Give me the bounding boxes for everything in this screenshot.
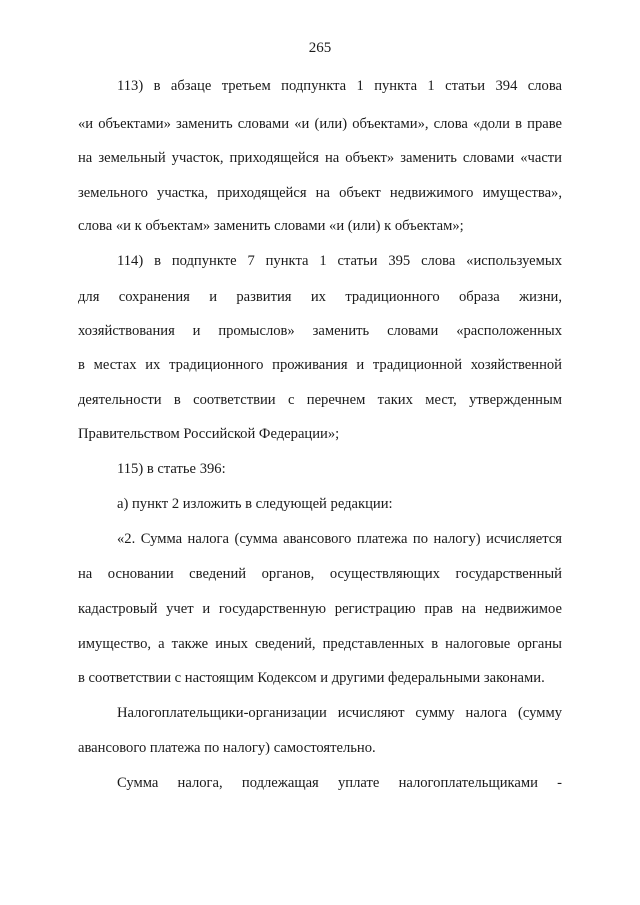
text-line: Налогоплательщики-организации исчисляют сумму налога (сумму [117,705,562,721]
text-line: для сохранения и развития их традиционного образа жизни, [78,289,562,305]
text-line: Сумма налога, подлежащая уплате налогоплательщиками - [117,775,562,791]
text-line: слова «и к объектам» заменить словами «и (или) к объектам»; [78,218,464,234]
text-line: в местах их традиционного проживания и традиционной хозяйственной [78,357,562,373]
text-line: а) пункт 2 изложить в следующей редакции: [117,496,393,512]
text-line: «и объектами» заменить словами «и (или) объектами», слова «доли в праве [78,116,562,132]
text-line: Правительством Российской Федерации»; [78,426,340,442]
text-line: на основании сведений органов, осуществляющих государственный [78,566,562,582]
text-line: деятельности в соответствии с перечнем таких мест, утвержденным [78,392,562,408]
text-line: кадастровый учет и государственную регистрацию прав на недвижимое [78,601,562,617]
text-line: «2. Сумма налога (сумма авансового платежа по налогу) исчисляется [117,531,562,547]
text-line: хозяйствования и промыслов» заменить словами «расположенных [78,323,562,339]
text-line: имущество, а также иных сведений, представленных в налоговые органы [78,636,562,652]
text-line: 113) в абзаце третьем подпункта 1 пункта 1 статьи 394 слова [117,78,562,94]
text-line: 114) в подпункте 7 пункта 1 статьи 395 слова «используемых [117,253,562,269]
text-line: земельного участка, приходящейся на объект недвижимого имущества», [78,185,562,201]
text-line: в соответствии с настоящим Кодексом и другими федеральными законами. [78,670,545,686]
text-line: авансового платежа по налогу) самостоятельно. [78,740,376,756]
page-number: 265 [308,40,332,56]
text-line: на земельный участок, приходящейся на объект» заменить словами «части [78,150,562,166]
text-line: 115) в статье 396: [117,461,226,477]
